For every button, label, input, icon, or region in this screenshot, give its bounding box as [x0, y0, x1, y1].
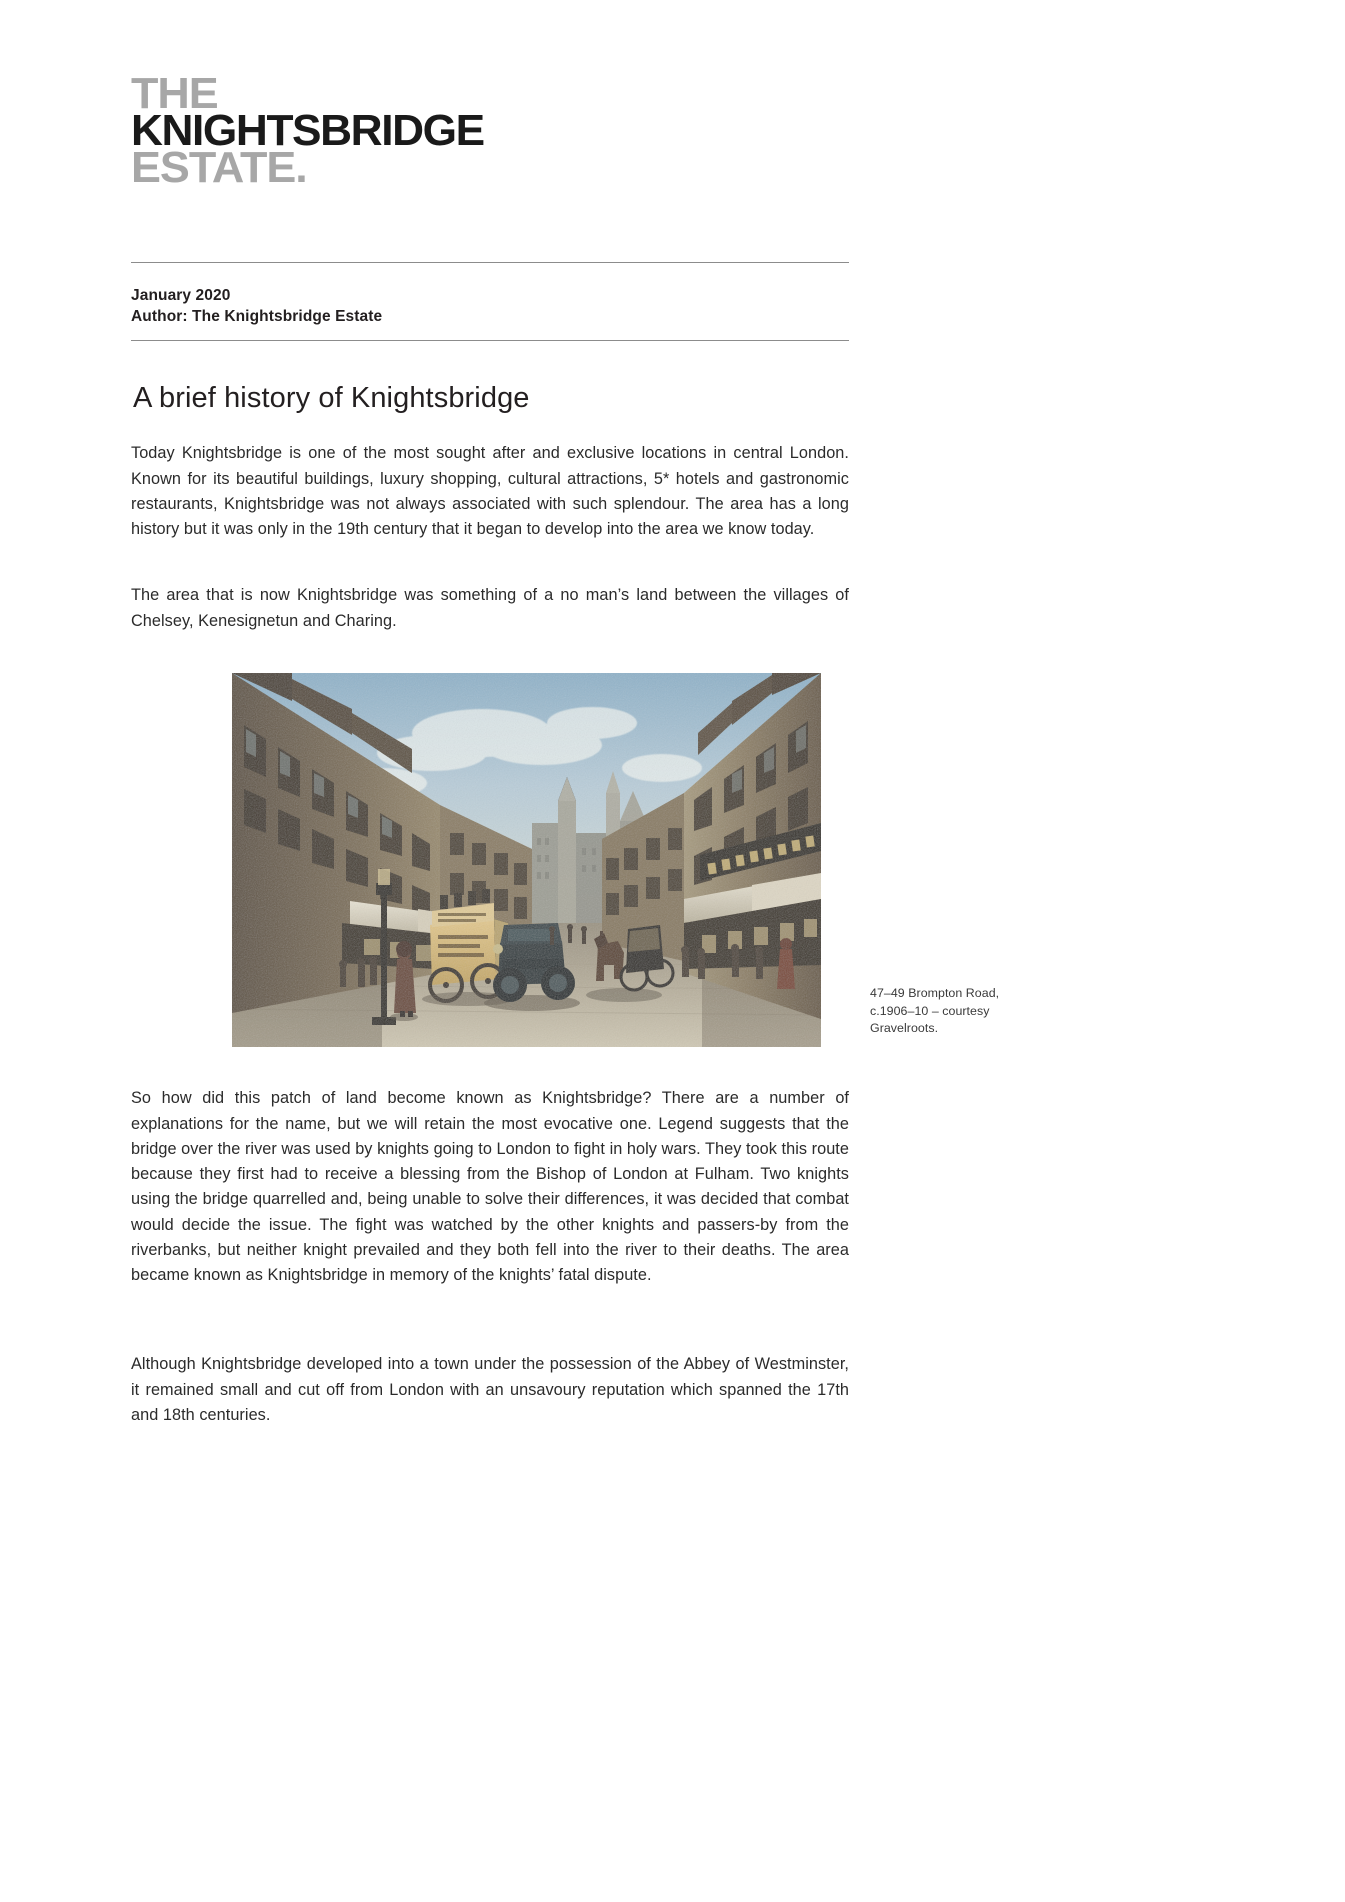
page-title: A brief history of Knightsbridge — [133, 382, 530, 415]
figure-caption: 47–49 Brompton Road, c.1906–10 – courtesy Gravelroots. — [870, 986, 1000, 1036]
author-line: Author: The Knightsbridge Estate — [131, 308, 383, 326]
publication-date: January 2020 — [131, 287, 231, 304]
brand-logo — [131, 69, 484, 192]
divider-bottom — [131, 340, 849, 341]
divider-top — [131, 262, 849, 263]
historic-photograph — [232, 673, 821, 1047]
logo-line-the: THE — [131, 69, 218, 118]
paragraph-legend: So how did this patch of land become known as Knightsbridge? There are a number of explanations for the name, but we will retain the most evocative one. Legend suggests that the bridge over the river was used by knights going to London to fight in holy wars. They took this route because they first had to receive a blessing from the Bishop of London at Fulham. Two knights using the bridge quarrelled and, being unable to solve their differences, it was decided that combat would decide the issue. The fight was watched by the other knights and passers-by from the riverbanks, but neither knight prevailed and they both fell into the river to their deaths. The area became known as Knightsbridge in memory of the knights’ fatal dispute. — [131, 1089, 849, 1285]
paragraph-no-mans-land: The area that is now Knightsbridge was something of a no man’s land between the villages of Chelsey, Kenesignetun and Charing. — [131, 586, 849, 630]
document-meta — [131, 285, 382, 328]
paragraph-intro: Today Knightsbridge is one of the most sought after and exclusive locations in central London. Known for its beautiful buildings, luxury shopping, cultural attractions, 5* hotels and gastronomic restaurants, Knightsbridge was not always associated with such splendour. The area has a long history but it was only in the 19th century that it began to develop into the area we know today. — [131, 444, 849, 539]
logo-line-knightsbridge: KNIGHTSBRIDGE — [131, 105, 484, 155]
logo-line-estate: ESTATE. — [131, 142, 307, 192]
paragraph-abbey: Although Knightsbridge developed into a town under the possession of the Abbey of Westminster, it remained small and cut off from London with an unsavoury reputation which spanned the 17th and 18th centuries. — [131, 1355, 849, 1424]
